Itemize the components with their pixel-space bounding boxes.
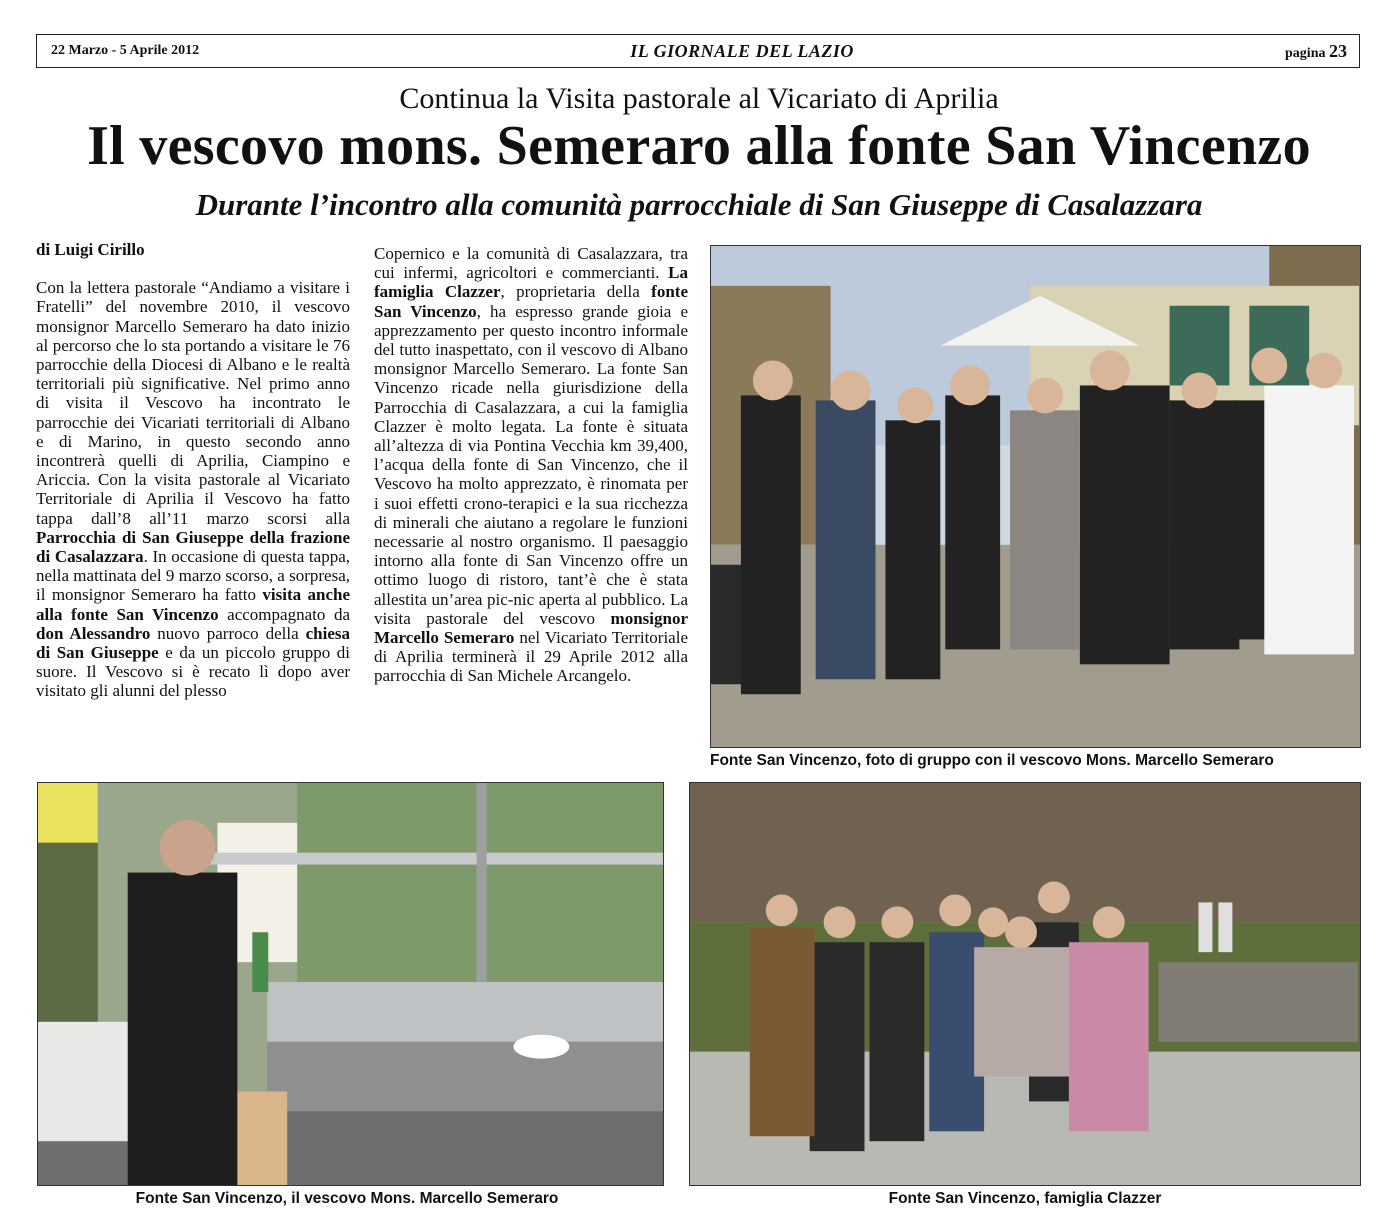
family-photo-caption: Fonte San Vincenzo, famiglia Clazzer (888, 1190, 1162, 1207)
group-photo-caption: Fonte San Vincenzo, foto di gruppo con il vescovo Mons. Marcello Semeraro (710, 752, 1274, 769)
text-run: Copernico e la comunità di Casalazzara, tra cui infermi, agricoltori e commercianti. (374, 244, 688, 283)
page-number: 23 (1328, 40, 1347, 61)
column-2-text (374, 244, 688, 686)
bold-run: fonte San Vincenzo (374, 282, 688, 321)
page-label: pagina (1285, 45, 1326, 61)
issue-date: 22 Marzo - 5 Aprile 2012 (51, 43, 200, 58)
masthead-bar (36, 34, 1360, 68)
bold-run: monsignor Marcello Semeraro (374, 608, 688, 648)
article-kicker: Continua la Visita pastorale al Vicariato di Aprilia (399, 82, 999, 115)
bold-run: chiesa di San Giuseppe (36, 623, 351, 663)
article-subhead: Durante l’incontro alla comunità parrocchiale di San Giuseppe di Casalazzara (195, 187, 1203, 222)
byline: di Luigi Cirillo (36, 240, 145, 259)
family-photo (689, 782, 1361, 1186)
bold-run: visita anche alla fonte San Vincenzo (36, 585, 350, 624)
group-photo (710, 245, 1361, 748)
group-photo-illustration (711, 246, 1360, 747)
bold-run: Parrocchia di San Giuseppe della frazione di Casalazzara (36, 527, 350, 567)
article-column-1 (36, 240, 350, 701)
bold-run: don Alessandro (36, 623, 151, 643)
bishop-photo-caption: Fonte San Vincenzo, il vescovo Mons. Marcello Semeraro (135, 1190, 559, 1207)
text-run: . In occasione di questa tappa, nella mattinata del 9 marzo scorso, a sorpresa, il monsignor Semeraro ha fatto (36, 547, 350, 605)
bishop-photo (37, 782, 664, 1186)
text-run: , ha espresso grande gioia e apprezzamento per questo incontro informale del tutto inaspettato, con il vescovo di Albano monsignor Marcello Semeraro. La fonte San Vincenzo ricade nella giurisdizione della Parrocchia di Casalazzara, a cui la famiglia Clazzer è molto legata. La fonte è situata all’altezza di via Pontina Vecchia km 39,400, l’acqua della fonte di San Vincenzo, che il Vescovo ha molto apprezzato, è rinomata per i suoi effetti crono-terapici e la sua ricchezza di minerali che aiutano a regolare le funzioni necessarie al nostro organismo. Il paesaggio intorno alla fonte di San Vincenzo offre un ottimo luogo di ristoro, tant’è che è stata allestita un’area pic-nic aperta al pubblico. La visita pastorale del vescovo (374, 301, 688, 628)
text-run: accompagnato da (218, 604, 350, 624)
bold-run: La famiglia Clazzer (374, 263, 688, 302)
text-run: , proprietaria della (500, 282, 652, 302)
page-indicator (1285, 41, 1347, 62)
text-run: Con la lettera pastorale “Andiamo a visitare i Fratelli” del novembre 2010, il vescovo monsignor Marcello Semeraro ha dato inizio al percorso che lo sta portando a visitare le 76 parrocchie della Diocesi di Albano e le realtà territoriali più significative. Nel primo anno di visita il Vescovo ha incontrato le parrocchie dei Vicariati territoriali di Albano e di Marino, in questo secondo anno incontrerà quelli di Aprilia, Ciampino e Ariccia. Con la visita pastorale al Vicariato Territoriale di Aprilia il Vescovo ha fatto tappa dall’8 all’11 marzo scorsi alla (36, 278, 350, 528)
article-column-2 (374, 244, 688, 686)
family-photo-illustration (690, 783, 1360, 1185)
bishop-photo-illustration (38, 783, 663, 1185)
column-1-text (36, 278, 350, 700)
text-run: nuovo parroco della (150, 623, 306, 643)
newspaper-title: IL GIORNALE DEL LAZIO (630, 40, 854, 61)
article-headline: Il vescovo mons. Semeraro alla fonte San Vincenzo (87, 115, 1311, 177)
text-run: e da un piccolo gruppo di suore. Il Vescovo si è recato lì dopo aver visitato gli alunni del plesso (36, 643, 350, 701)
text-run: nel Vicariato Territoriale di Aprilia terminerà il 29 Aprile 2012 alla parrocchia di San Michele Arcangelo. (374, 628, 689, 686)
